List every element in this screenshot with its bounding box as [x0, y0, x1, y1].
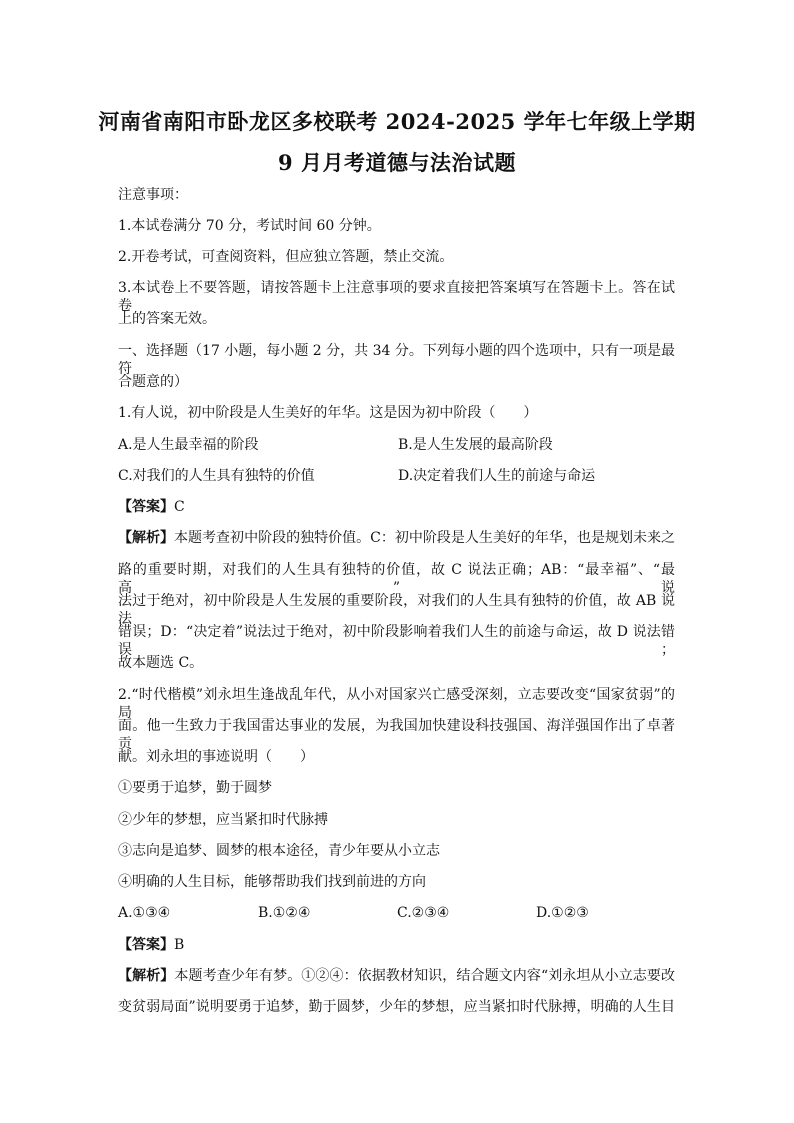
question-stem: 献。刘永坦的事迹说明（ ） — [118, 749, 314, 765]
statement-item: ④明确的人生目标，能够帮助我们找到前进的方向 — [118, 874, 426, 890]
question-stem: 面。他一生致力于我国雷达事业的发展，为我国加快建设科技强国、海洋强国作出了卓著贡 — [118, 718, 675, 752]
option-a: A.是人生最幸福的阶段 — [118, 437, 259, 453]
analysis-text: 本题考查少年有梦。①②④：依据教材知识，结合题文内容“刘永坦从小立志要改 — [174, 968, 676, 984]
section-heading-cont: 合题意的） — [118, 374, 188, 390]
analysis-text: 故本题选 C。 — [118, 655, 204, 671]
option-b: B.①②④ — [258, 905, 311, 921]
notice-item: 3.本试卷上不要答题，请按答题卡上注意事项的要求直接把答案填写在答题卡上。答在试卷 — [118, 280, 675, 314]
answer-value: B — [174, 937, 185, 953]
statement-item: ③志向是追梦、圆梦的根本途径，青少年要从小立志 — [118, 843, 440, 859]
analysis-text: 错误；D：“决定着”说法过于绝对，初中阶段影响着我们人生的前途与命运，故 D 说法错误； — [118, 624, 675, 658]
analysis-tag: 【解析】 — [118, 968, 175, 984]
section-heading: 一、选择题（17 小题，每小题 2 分，共 34 分。下列每小题的四个选项中，只有一项是最符 — [118, 343, 675, 377]
analysis-text: 法过于绝对，初中阶段是人生发展的重要阶段，对我们的人生具有独特的价值，故 AB 说法 — [118, 593, 675, 627]
analysis-tag: 【解析】 — [118, 530, 175, 546]
answer-value: C — [174, 499, 185, 515]
answer-line — [118, 498, 185, 516]
question-stem: 1.有人说，初中阶段是人生美好的年华。这是因为初中阶段（ ） — [118, 405, 538, 421]
statement-item: ②少年的梦想，应当紧扣时代脉搏 — [118, 812, 328, 828]
page-title: 河南省南阳市卧龙区多校联考 2024-2025 学年七年级上学期 — [98, 109, 696, 134]
analysis-line — [118, 967, 675, 985]
option-b: B.是人生发展的最高阶段 — [398, 437, 553, 453]
answer-tag: 【答案】 — [118, 937, 174, 953]
option-c: C.对我们的人生具有独特的价值 — [118, 468, 315, 484]
notice-item: 1.本试卷满分 70 分，考试时间 60 分钟。 — [118, 218, 381, 234]
question-stem: 2.“时代楷模”刘永坦生逢战乱年代，从小对国家兴亡感受深刻，立志要改变“国家贫弱”的局 — [118, 687, 675, 721]
page-subtitle: 9 月月考道德与法治试题 — [278, 150, 516, 175]
answer-tag: 【答案】 — [118, 499, 174, 515]
analysis-text: 变贫弱局面”说明要勇于追梦，勤于圆梦，少年的梦想，应当紧扣时代脉搏，明确的人生目 — [118, 999, 675, 1015]
analysis-line — [118, 529, 675, 547]
analysis-text: 本题考查初中阶段的独特价值。C：初中阶段是人生美好的年华，也是规划未来之 — [174, 530, 675, 546]
answer-line — [118, 936, 184, 954]
option-a: A.①③④ — [118, 905, 171, 921]
notice-heading: 注意事项： — [118, 187, 188, 203]
option-d: D.决定着我们人生的前途与命运 — [398, 468, 596, 484]
notice-item: 上的答案无效。 — [118, 311, 216, 327]
analysis-text: 路的重要时期，对我们的人生具有独特的价值，故 C 说法正确；AB：“最幸福”、“最高”说 — [118, 562, 675, 596]
option-d: D.①②③ — [536, 905, 589, 921]
option-c: C.②③④ — [397, 905, 450, 921]
notice-item: 2.开卷考试，可查阅资料，但应独立答题，禁止交流。 — [118, 249, 454, 265]
statement-item: ①要勇于追梦，勤于圆梦 — [118, 780, 272, 796]
